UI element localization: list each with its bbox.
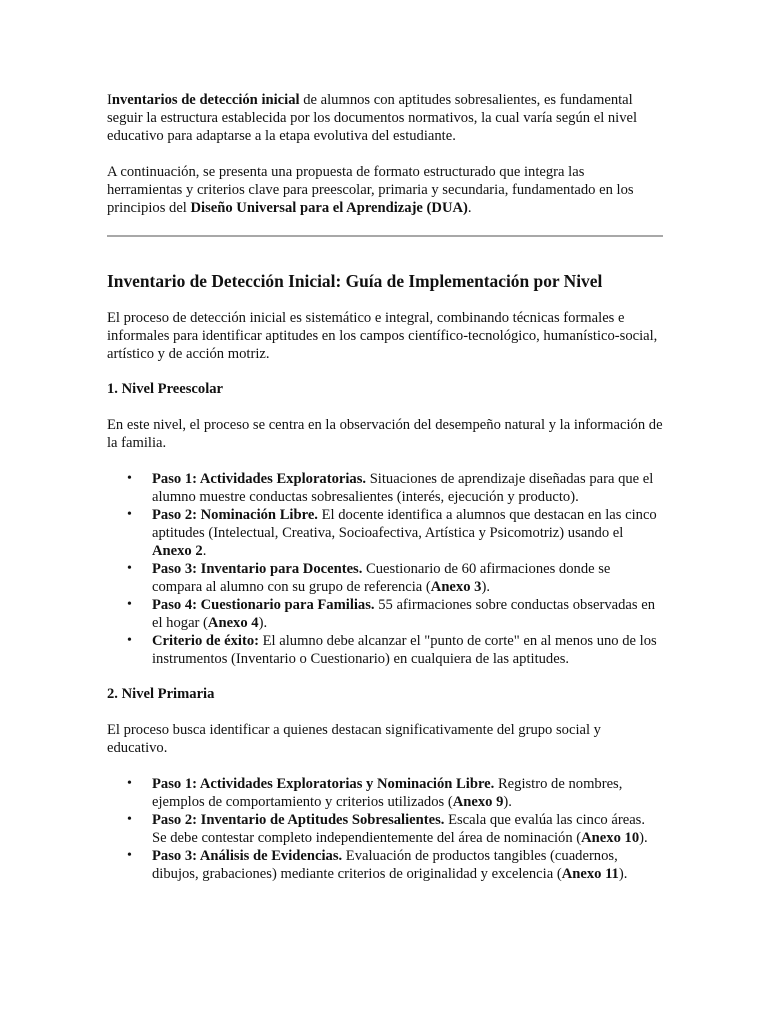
- guide-intro: El proceso de detección inicial es sistemático e integral, combinando técnicas formales e informales para identificar aptitudes en los campos científico-tecnológico, humanístico-social, artístico y de acción motriz.: [107, 310, 658, 362]
- level-title-primaria: 2. Nivel Primaria: [107, 686, 215, 702]
- level-title-preescolar: 1. Nivel Preescolar: [107, 381, 224, 397]
- intro-paragraph: [107, 91, 663, 145]
- bullet-icon: •: [127, 812, 132, 827]
- proposal-paragraph-text: A continuación, se presenta una propuesta de formato estructurado que integra las herramientas y criterios clave para preescolar, primaria y secundaria, fundamentado en los principios del: [107, 164, 634, 216]
- step-text: Cuestionario de 60 afirmaciones donde se compara al alumno con su grupo de referencia (: [152, 561, 611, 595]
- step-label: Paso 3: Análisis de Evidencias.: [152, 848, 343, 864]
- list-item: [107, 847, 663, 883]
- bullet-icon: •: [127, 561, 132, 576]
- step-text: 55 afirmaciones sobre conductas observadas en el hogar (: [152, 597, 655, 631]
- step-label: Paso 4: Cuestionario para Familias.: [152, 597, 375, 613]
- intro-bold-term: nventarios de detección inicial: [111, 92, 300, 108]
- step-label: Criterio de éxito:: [152, 633, 259, 649]
- bullet-icon: •: [127, 776, 132, 791]
- bullet-icon: •: [127, 507, 132, 522]
- list-item: [107, 470, 663, 506]
- step-end: ).: [639, 830, 648, 846]
- level-intro-preescolar: En este nivel, el proceso se centra en la observación del desempeño natural y la información de la familia.: [107, 417, 663, 451]
- bullet-icon: •: [127, 471, 132, 486]
- bullet-icon: •: [127, 848, 132, 863]
- step-text: El docente identifica a alumnos que destacan en las cinco aptitudes (Intelectual, Creativa, Socioafectiva, Artística y Psicomotriz) usando el: [152, 507, 657, 541]
- annex-ref: Anexo 4: [207, 615, 259, 631]
- proposal-paragraph: [107, 163, 663, 217]
- annex-ref: Anexo 11: [561, 866, 619, 882]
- step-end: ).: [503, 794, 512, 810]
- step-label: Paso 3: Inventario para Docentes.: [152, 561, 363, 577]
- annex-ref: Anexo 9: [452, 794, 504, 810]
- step-text: Evaluación de productos tangibles (cuadernos, dibujos, grabaciones) mediante criterios de originalidad y excelencia (: [152, 848, 618, 882]
- list-item: [107, 775, 663, 811]
- level-intro-primaria: El proceso busca identificar a quienes destacan significativamente del grupo social y educativo.: [107, 722, 601, 756]
- section-divider: [107, 235, 663, 237]
- intro-lead-letter: I: [107, 92, 112, 108]
- steps-list-primaria: [107, 775, 663, 883]
- step-text: El alumno debe alcanzar el "punto de corte" en al menos uno de los instrumentos (Inventario o Cuestionario) en cualquiera de las aptitudes.: [152, 633, 657, 667]
- step-label: Paso 2: Inventario de Aptitudes Sobresalientes.: [152, 812, 445, 828]
- step-text: Escala que evalúa las cinco áreas. Se debe contestar completo independientemente del área de nominación (: [152, 812, 645, 846]
- annex-ref: Anexo 3: [430, 579, 482, 595]
- steps-list-preescolar: [107, 470, 663, 668]
- bullet-icon: •: [127, 597, 132, 612]
- step-end: ).: [258, 615, 268, 631]
- list-item: [107, 506, 663, 560]
- list-item: [107, 811, 663, 847]
- proposal-paragraph-end: .: [467, 200, 472, 216]
- step-label: Paso 1: Actividades Exploratorias y Nominación Libre.: [152, 776, 495, 792]
- guide-title: Inventario de Detección Inicial: Guía de Implementación por Nivel: [107, 271, 603, 291]
- document-page: [107, 91, 663, 883]
- step-end: ).: [618, 866, 628, 882]
- list-item: [107, 596, 663, 632]
- annex-ref: Anexo 10: [581, 830, 640, 846]
- intro-paragraph-text: de alumnos con aptitudes sobresalientes, es fundamental seguir la estructura establecida por los documentos normativos, la cual varía según el nivel educativo para adaptarse a la etapa evolutiva del estudiante.: [107, 92, 638, 144]
- step-text: Situaciones de aprendizaje diseñadas para que el alumno muestre conductas sobresalientes (interés, ejecución y producto).: [152, 471, 654, 505]
- annex-ref: Anexo 2: [152, 543, 203, 559]
- bullet-icon: •: [127, 633, 132, 648]
- step-text: Registro de nombres, ejemplos de comportamiento y criterios utilizados (: [152, 776, 623, 810]
- step-label: Paso 2: Nominación Libre.: [152, 507, 318, 523]
- step-end: .: [202, 543, 207, 559]
- step-end: ).: [481, 579, 490, 595]
- step-label: Paso 1: Actividades Exploratorias.: [152, 471, 367, 487]
- dua-term: Diseño Universal para el Aprendizaje (DUA): [190, 200, 468, 216]
- list-item: [107, 632, 663, 668]
- list-item: [107, 560, 663, 596]
